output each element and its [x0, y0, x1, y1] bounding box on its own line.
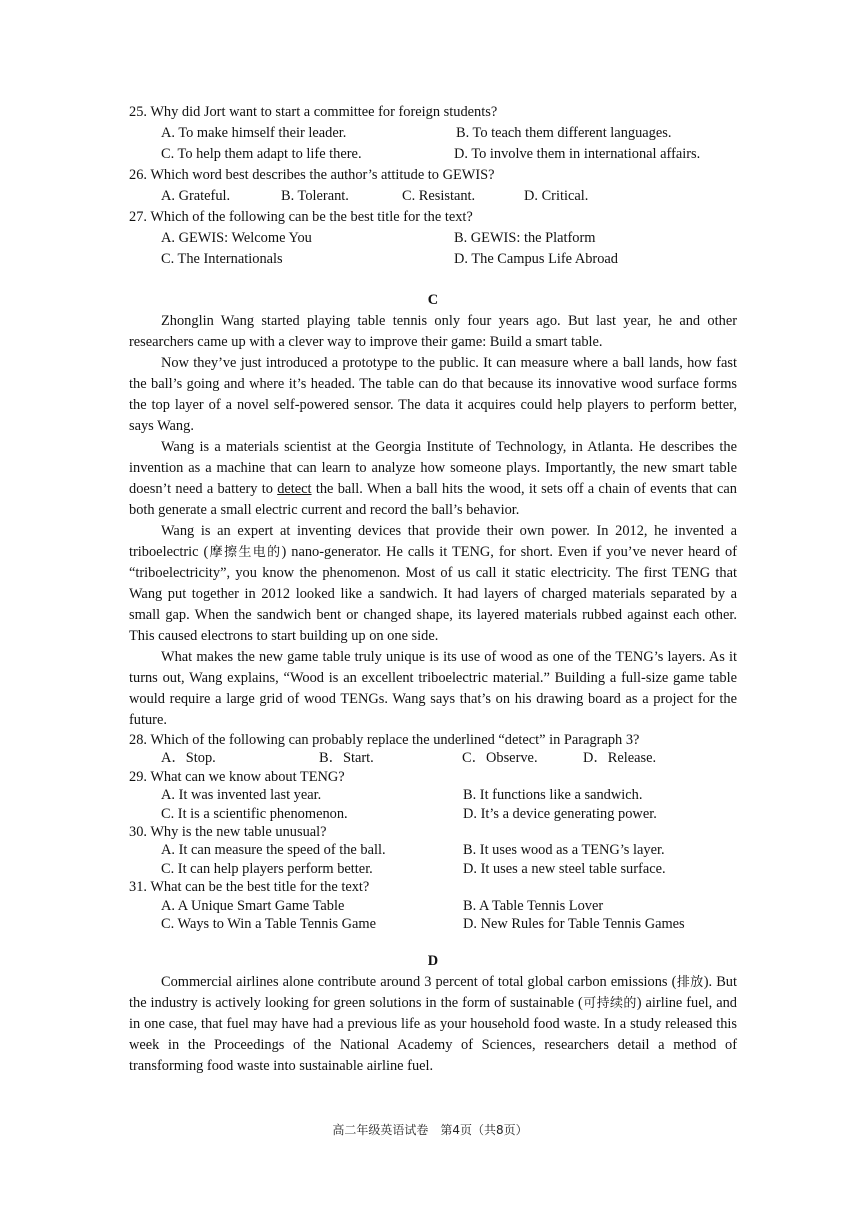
- question-29-option-c: C. It is a scientific phenomenon.: [161, 805, 348, 822]
- question-30-option-d: D. It uses a new steel table surface.: [463, 860, 666, 877]
- passage-c-paragraph-5: What makes the new game table truly unique is its use of wood as one of the TENG’s layers. As it turns out, Wang explains, “Wood is an excellent triboelectric material.” Building a full-size game table would require a large grid of wood TENGs. Wang says that’s on his drawing board as a project for the future.: [129, 649, 737, 728]
- chinese-gloss-sustainable: 可持续的: [582, 996, 637, 1012]
- question-25-stem: 25. Why did Jort want to start a committee for foreign students?: [129, 104, 498, 120]
- question-30-option-c: C. It can help players perform better.: [161, 860, 373, 877]
- passage-c-paragraph-2: Now they’ve just introduced a prototype to the public. It can measure where a ball lands, how fast the ball’s going and where it’s headed. The table can do that because its innovative wood surface forms the top layer of a novel self-powered sensor. The data it acquires could help players to perform better, says Wang.: [129, 355, 737, 434]
- chinese-gloss-triboelectric: 摩擦生电的: [208, 545, 282, 560]
- question-28-option-d: D．Release.: [583, 750, 657, 767]
- question-28-option-b: B．Start.: [319, 750, 374, 767]
- paragraph-3-text-start: Wang is a materials scientist at the Georgia Institute of Technology, in Atlanta. He describes the invention as a machine that can learn to analyze how someone plays. Importantly, the new smart table doesn’t need a battery to: [129, 439, 737, 497]
- question-31-stem: 31. What can be the best title for the text?: [129, 879, 370, 896]
- passage-c-paragraph-1: Zhonglin Wang started playing table tennis only four years ago. But last year, he and other researchers came up with a clever way to improve their game: Build a smart table.: [129, 313, 737, 350]
- passage-c-paragraph-4: [129, 521, 737, 647]
- passage-d-paragraph-1: [129, 972, 737, 1077]
- question-29-option-a: A. It was invented last year.: [161, 787, 322, 804]
- question-31-option-c: C. Ways to Win a Table Tennis Game: [161, 915, 377, 932]
- underlined-word-detect: detect: [277, 481, 312, 497]
- question-29-stem: 29. What can we know about TENG?: [129, 768, 345, 785]
- question-27-option-c: C. The Internationals: [161, 251, 283, 267]
- question-25-option-a: A. To make himself their leader.: [161, 125, 347, 141]
- page-footer: 高二年级英语试卷 第4页（共8页）: [332, 1123, 528, 1137]
- question-25-option-c: C. To help them adapt to life there.: [161, 146, 362, 162]
- question-28-stem: 28. Which of the following can probably replace the underlined “detect” in Paragraph 3?: [129, 732, 640, 748]
- paragraph-d1-text-middle: ). But the industry is actively looking for green solutions in the form of sustainable (: [129, 974, 737, 1012]
- question-29-option-b: B. It functions like a sandwich.: [463, 787, 643, 804]
- question-30-option-a: A. It can measure the speed of the ball.: [161, 842, 386, 859]
- question-25-option-b: B. To teach them different languages.: [456, 125, 672, 141]
- question-26-stem: 26. Which word best describes the author’s attitude to GEWIS?: [129, 167, 495, 183]
- question-27-option-b: B. GEWIS: the Platform: [454, 230, 596, 246]
- exam-page: [129, 102, 737, 1077]
- question-31-option-d: D. New Rules for Table Tennis Games: [463, 915, 685, 932]
- paragraph-4-text-start: Wang is an expert at inventing devices that provide their own power. In 2012, he invented a triboelectric (: [129, 523, 737, 560]
- paragraph-3-text-end: the ball. When a ball hits the wood, it sets off a chain of events that can both generate a small electric current and record the ball’s behavior.: [129, 481, 738, 518]
- question-29-option-d: D. It’s a device generating power.: [463, 805, 657, 822]
- paragraph-4-text-end: ) nano-generator. He calls it TENG, for short. Even if you’ve never heard of “triboelectricity”, you know the phenomenon. Most of us call it static electricity. The first TENG that Wang put together in 2012 looked like a sandwich. It had layers of charged materials separated by a small gap. When the sandwich bent or changed shape, its layered materials rubbed against each other. This caused electrons to start building up on one side.: [129, 544, 737, 644]
- question-31-option-b: B. A Table Tennis Lover: [463, 897, 604, 914]
- passage-c-paragraph-3: [129, 437, 737, 521]
- question-26-option-b: B. Tolerant.: [281, 188, 349, 204]
- section-d-title: D: [427, 953, 439, 970]
- question-30-stem: 30. Why is the new table unusual?: [129, 823, 327, 840]
- question-30-option-b: B. It uses wood as a TENG’s layer.: [463, 842, 665, 859]
- question-26-option-d: D. Critical.: [524, 188, 589, 204]
- question-27-stem: 27. Which of the following can be the best title for the text?: [129, 209, 473, 225]
- question-26-option-c: C. Resistant.: [402, 188, 476, 204]
- paragraph-d1-text-end: ) airline fuel, and in one case, that fuel may have had a previous life as your household food waste. In a study released this week in the Proceedings of the National Academy of Sciences, researchers detail a method of transforming food waste into sustainable airline fuel.: [129, 995, 737, 1075]
- section-c-title: C: [427, 292, 439, 308]
- question-25-option-d: D. To involve them in international affairs.: [454, 146, 701, 162]
- question-26-option-a: A. Grateful.: [161, 188, 231, 204]
- question-27-option-d: D. The Campus Life Abroad: [454, 251, 618, 267]
- paragraph-d1-text-start: Commercial airlines alone contribute around 3 percent of total global carbon emissions (: [161, 974, 677, 991]
- question-28-option-c: C．Observe.: [462, 750, 538, 767]
- question-28-option-a: A．Stop.: [161, 750, 216, 767]
- question-31-option-a: A. A Unique Smart Game Table: [161, 897, 345, 914]
- question-27-option-a: A. GEWIS: Welcome You: [161, 230, 312, 246]
- chinese-gloss-emissions: 排放: [676, 975, 704, 991]
